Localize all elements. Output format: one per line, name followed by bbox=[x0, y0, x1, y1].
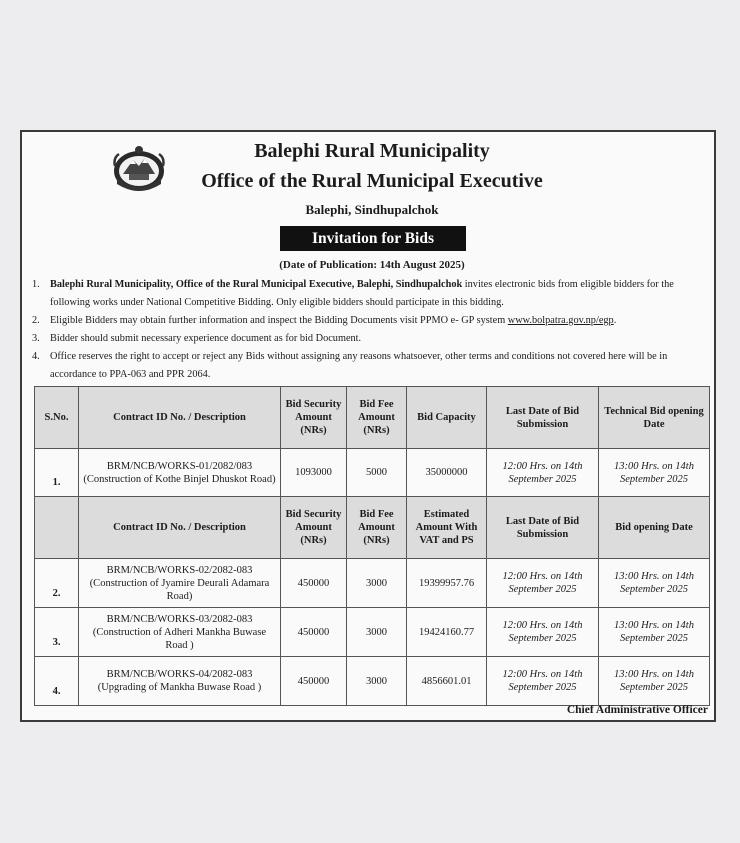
table-row: 3. BRM/NCB/WORKS-03/2082-083 (Construction of Adheri Mankha Buwase Road ) 450000 3000 19424160.77 12:00 Hrs. on 14th September 2025 13:00 Hrs. on 14th September 2025 bbox=[35, 608, 710, 657]
table-row: 2. BRM/NCB/WORKS-02/2082-083 (Construction of Jyamire Deurali Adamara Road) 450000 3000 19399957.76 12:00 Hrs. on 14th September 2025 13:00 Hrs. on 14th September 2025 bbox=[35, 559, 710, 608]
publication-date: (Date of Publication: 14th August 2025) bbox=[279, 259, 465, 271]
list-item: 1. Balephi Rural Municipality, Office of the Rural Municipal Executive, Balephi, Sindhupalchok invites electronic bids from eligible bidders for the following works under National Competitive Bidding. Only eligible bidders should participate in this bidding. bbox=[32, 279, 674, 308]
municipality-name: Balephi Rural Municipality bbox=[254, 140, 490, 162]
list-item: 4. Office reserves the right to accept or reject any Bids without assigning any reasons whatsoever, other terms and conditions not covered here will be in accordance to PPA-063 and PPR 2064. bbox=[32, 351, 668, 380]
col-fee: Bid Fee Amount (NRs) bbox=[347, 387, 407, 449]
table-header-row bbox=[35, 387, 710, 449]
col-capacity: Bid Capacity bbox=[407, 387, 487, 449]
list-item: 2. Eligible Bidders may obtain further information and inspect the Bidding Documents visit PPMO e- GP system www.bolpatra.gov.np/egp. bbox=[32, 315, 617, 326]
col-sno: S.No. bbox=[35, 387, 79, 449]
bid-notice bbox=[20, 130, 716, 722]
col-last-date: Last Date of Bid Submission bbox=[487, 387, 599, 449]
col-opening: Technical Bid opening Date bbox=[599, 387, 710, 449]
bids-table bbox=[34, 386, 710, 706]
office-location: Balephi, Sindhupalchok bbox=[305, 202, 439, 217]
notice-title: Invitation for Bids bbox=[280, 226, 466, 251]
table-row: 4. BRM/NCB/WORKS-04/2082-083 (Upgrading of Mankha Buwase Road ) 450000 3000 4856601.01 12:00 Hrs. on 14th September 2025 13:00 Hrs. on 14th September 2025 bbox=[35, 657, 710, 706]
col-contract: Contract ID No. / Description bbox=[79, 387, 281, 449]
office-name: Office of the Rural Municipal Executive bbox=[201, 170, 543, 192]
col-security: Bid Security Amount (NRs) bbox=[281, 387, 347, 449]
bolpatra-link[interactable]: www.bolpatra.gov.np/egp bbox=[507, 315, 614, 326]
table-row: 1. BRM/NCB/WORKS-01/2082/083 (Construction of Kothe Binjel Dhuskot Road) 1093000 5000 35000000 12:00 Hrs. on 14th September 2025 13:00 Hrs. on 14th September 2025 bbox=[35, 449, 710, 497]
signatory: Chief Administrative Officer bbox=[566, 704, 708, 716]
notice-points bbox=[28, 276, 710, 384]
list-item: 3. Bidder should submit necessary experience document as for bid Document. bbox=[32, 333, 362, 344]
table-header-row: Contract ID No. / Description Bid Security Amount (NRs) Bid Fee Amount (NRs) Estimated Amount With VAT and PS Last Date of Bid Submission Bid opening Date bbox=[35, 497, 710, 559]
